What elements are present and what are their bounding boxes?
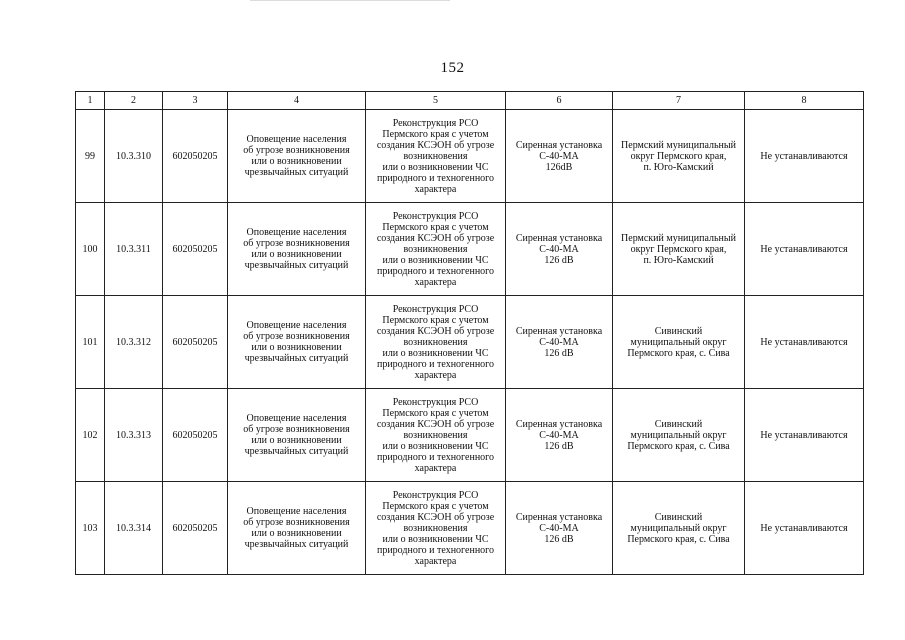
description-cell-line: природного и техногенного: [376, 358, 495, 370]
location-cell-line: муниципальный округ: [630, 522, 727, 534]
description-cell-line: характера: [414, 183, 457, 195]
header-cell: 8: [745, 92, 864, 110]
header-cell: 3: [163, 92, 228, 110]
location-cell: [613, 296, 745, 389]
description-cell: [366, 110, 506, 203]
location-cell-line: округ Пермского края,: [630, 150, 727, 162]
purpose-cell-line: об угрозе возникновения: [243, 424, 350, 435]
description-cell-line: создания КСЭОН об угрозе: [376, 232, 495, 244]
description-cell-line: характера: [414, 369, 457, 381]
description-cell-line: природного и техногенного: [376, 172, 495, 184]
location-cell-line: муниципальный округ: [630, 429, 727, 441]
purpose-cell-line: или о возникновении: [251, 156, 342, 167]
purpose-cell-line: об угрозе возникновения: [243, 331, 350, 342]
equipment-cell-line: Сиренная установка: [515, 325, 603, 337]
location-cell-line: п. Юго-Камский: [643, 254, 714, 266]
equipment-cell: [506, 110, 613, 203]
purpose-cell-line: об угрозе возникновения: [243, 238, 350, 249]
equipment-cell: [506, 389, 613, 482]
header-cell: 6: [506, 92, 613, 110]
purpose-cell-line: чрезвычайных ситуаций: [244, 260, 349, 271]
location-cell-line: Сивинский: [654, 418, 703, 430]
purpose-cell-line: чрезвычайных ситуаций: [244, 353, 349, 364]
budget-code-cell: 602050205: [163, 482, 228, 575]
location-cell: [613, 482, 745, 575]
purpose-cell-line: Оповещение населения: [246, 227, 347, 238]
equipment-cell-line: С-40-МА: [539, 336, 579, 348]
equipment-cell: [506, 203, 613, 296]
equipment-cell-line: Сиренная установка: [515, 139, 603, 151]
purpose-cell-line: чрезвычайных ситуаций: [244, 446, 349, 457]
location-cell: [613, 203, 745, 296]
budget-code-cell: 602050205: [163, 296, 228, 389]
location-cell-line: муниципальный округ: [630, 336, 727, 348]
purpose-cell: [228, 482, 366, 575]
status-cell: Не устанавливаются: [745, 482, 864, 575]
purpose-cell-line: об угрозе возникновения: [243, 517, 350, 528]
description-cell-line: или о возникновении ЧС: [382, 347, 489, 359]
description-cell: [366, 296, 506, 389]
object-code-cell: 10.3.310: [105, 110, 163, 203]
object-code-cell: 10.3.313: [105, 389, 163, 482]
equipment-cell-line: 126 dB: [544, 347, 574, 359]
description-cell-line: возникновения: [403, 336, 468, 348]
description-cell-line: Реконструкция РСО: [392, 210, 479, 222]
scan-edge-line: [250, 0, 450, 1]
purpose-cell: [228, 296, 366, 389]
description-cell-line: Реконструкция РСО: [392, 489, 479, 501]
equipment-cell: [506, 296, 613, 389]
location-cell-line: Сивинский: [654, 511, 703, 523]
description-cell-line: возникновения: [403, 429, 468, 441]
description-cell-line: возникновения: [403, 150, 468, 162]
header-cell: 5: [366, 92, 506, 110]
equipment-cell-line: 126 dB: [544, 533, 574, 545]
table-row: [76, 203, 864, 296]
equipment-cell-line: 126 dB: [544, 440, 574, 452]
location-cell: [613, 110, 745, 203]
equipment-cell-line: С-40-МА: [539, 522, 579, 534]
header-cell: 1: [76, 92, 105, 110]
object-code-cell: 10.3.312: [105, 296, 163, 389]
description-cell-line: или о возникновении ЧС: [382, 440, 489, 452]
row-number-cell: 101: [76, 296, 105, 389]
purpose-cell-line: Оповещение населения: [246, 413, 347, 424]
description-cell-line: возникновения: [403, 243, 468, 255]
status-cell: Не устанавливаются: [745, 203, 864, 296]
description-cell-line: создания КСЭОН об угрозе: [376, 139, 495, 151]
description-cell-line: характера: [414, 462, 457, 474]
row-number-cell: 102: [76, 389, 105, 482]
object-code-cell: 10.3.311: [105, 203, 163, 296]
equipment-cell-line: Сиренная установка: [515, 418, 603, 430]
header-cell: 2: [105, 92, 163, 110]
description-cell-line: природного и техногенного: [376, 544, 495, 556]
page-number: 152: [440, 60, 465, 76]
location-cell: [613, 389, 745, 482]
equipment-cell-line: 126 dB: [544, 254, 574, 266]
description-cell-line: Пермского края с учетом: [382, 314, 489, 326]
purpose-cell-line: Оповещение населения: [246, 320, 347, 331]
header-row: [76, 92, 864, 110]
purpose-cell-line: об угрозе возникновения: [243, 145, 350, 156]
equipment-cell-line: С-40-МА: [539, 243, 579, 255]
equipment-cell-line: Сиренная установка: [515, 511, 603, 523]
location-cell-line: Сивинский: [654, 325, 703, 337]
table-row: [76, 389, 864, 482]
description-cell-line: природного и техногенного: [376, 451, 495, 463]
table-row: [76, 482, 864, 575]
row-number-cell: 99: [76, 110, 105, 203]
location-cell-line: Пермский муниципальный: [621, 139, 736, 151]
purpose-cell: [228, 203, 366, 296]
purpose-cell-line: чрезвычайных ситуаций: [244, 167, 349, 178]
purpose-cell-line: или о возникновении: [251, 435, 342, 446]
object-code-cell: 10.3.314: [105, 482, 163, 575]
description-cell-line: или о возникновении ЧС: [382, 161, 489, 173]
purpose-cell-line: или о возникновении: [251, 528, 342, 539]
budget-code-cell: 602050205: [163, 203, 228, 296]
purpose-cell-line: чрезвычайных ситуаций: [244, 539, 349, 550]
description-cell-line: Пермского края с учетом: [382, 407, 489, 419]
description-cell: [366, 482, 506, 575]
equipment-cell-line: С-40-МА: [539, 150, 579, 162]
header-cell: 4: [228, 92, 366, 110]
purpose-cell-line: Оповещение населения: [246, 506, 347, 517]
description-cell-line: Пермского края с учетом: [382, 128, 489, 140]
description-cell-line: Реконструкция РСО: [392, 117, 479, 129]
row-number-cell: 103: [76, 482, 105, 575]
location-cell-line: п. Юго-Камский: [643, 161, 714, 173]
description-cell-line: или о возникновении ЧС: [382, 533, 489, 545]
description-cell-line: возникновения: [403, 522, 468, 534]
description-cell: [366, 203, 506, 296]
description-cell-line: Реконструкция РСО: [392, 303, 479, 315]
description-cell-line: или о возникновении ЧС: [382, 254, 489, 266]
description-cell-line: Пермского края с учетом: [382, 221, 489, 233]
equipment-cell: [506, 482, 613, 575]
location-cell-line: Пермского края, с. Сива: [627, 347, 730, 359]
registry-table: [75, 91, 864, 575]
location-cell-line: Пермского края, с. Сива: [627, 440, 730, 452]
description-cell-line: природного и техногенного: [376, 265, 495, 277]
description-cell-line: характера: [414, 555, 457, 567]
description-cell-line: характера: [414, 276, 457, 288]
table-body: [76, 110, 864, 575]
equipment-cell-line: 126dB: [545, 161, 573, 173]
purpose-cell-line: Оповещение населения: [246, 134, 347, 145]
status-cell: Не устанавливаются: [745, 389, 864, 482]
header-cell: 7: [613, 92, 745, 110]
location-cell-line: Пермский муниципальный: [621, 232, 736, 244]
budget-code-cell: 602050205: [163, 389, 228, 482]
purpose-cell-line: или о возникновении: [251, 342, 342, 353]
equipment-cell-line: Сиренная установка: [515, 232, 603, 244]
description-cell-line: Реконструкция РСО: [392, 396, 479, 408]
table-row: [76, 110, 864, 203]
description-cell-line: Пермского края с учетом: [382, 500, 489, 512]
status-cell: Не устанавливаются: [745, 110, 864, 203]
location-cell-line: округ Пермского края,: [630, 243, 727, 255]
description-cell-line: создания КСЭОН об угрозе: [376, 511, 495, 523]
description-cell-line: создания КСЭОН об угрозе: [376, 325, 495, 337]
table-row: [76, 296, 864, 389]
budget-code-cell: 602050205: [163, 110, 228, 203]
description-cell-line: создания КСЭОН об угрозе: [376, 418, 495, 430]
row-number-cell: 100: [76, 203, 105, 296]
equipment-cell-line: С-40-МА: [539, 429, 579, 441]
purpose-cell: [228, 110, 366, 203]
status-cell: Не устанавливаются: [745, 296, 864, 389]
purpose-cell-line: или о возникновении: [251, 249, 342, 260]
purpose-cell: [228, 389, 366, 482]
location-cell-line: Пермского края, с. Сива: [627, 533, 730, 545]
description-cell: [366, 389, 506, 482]
